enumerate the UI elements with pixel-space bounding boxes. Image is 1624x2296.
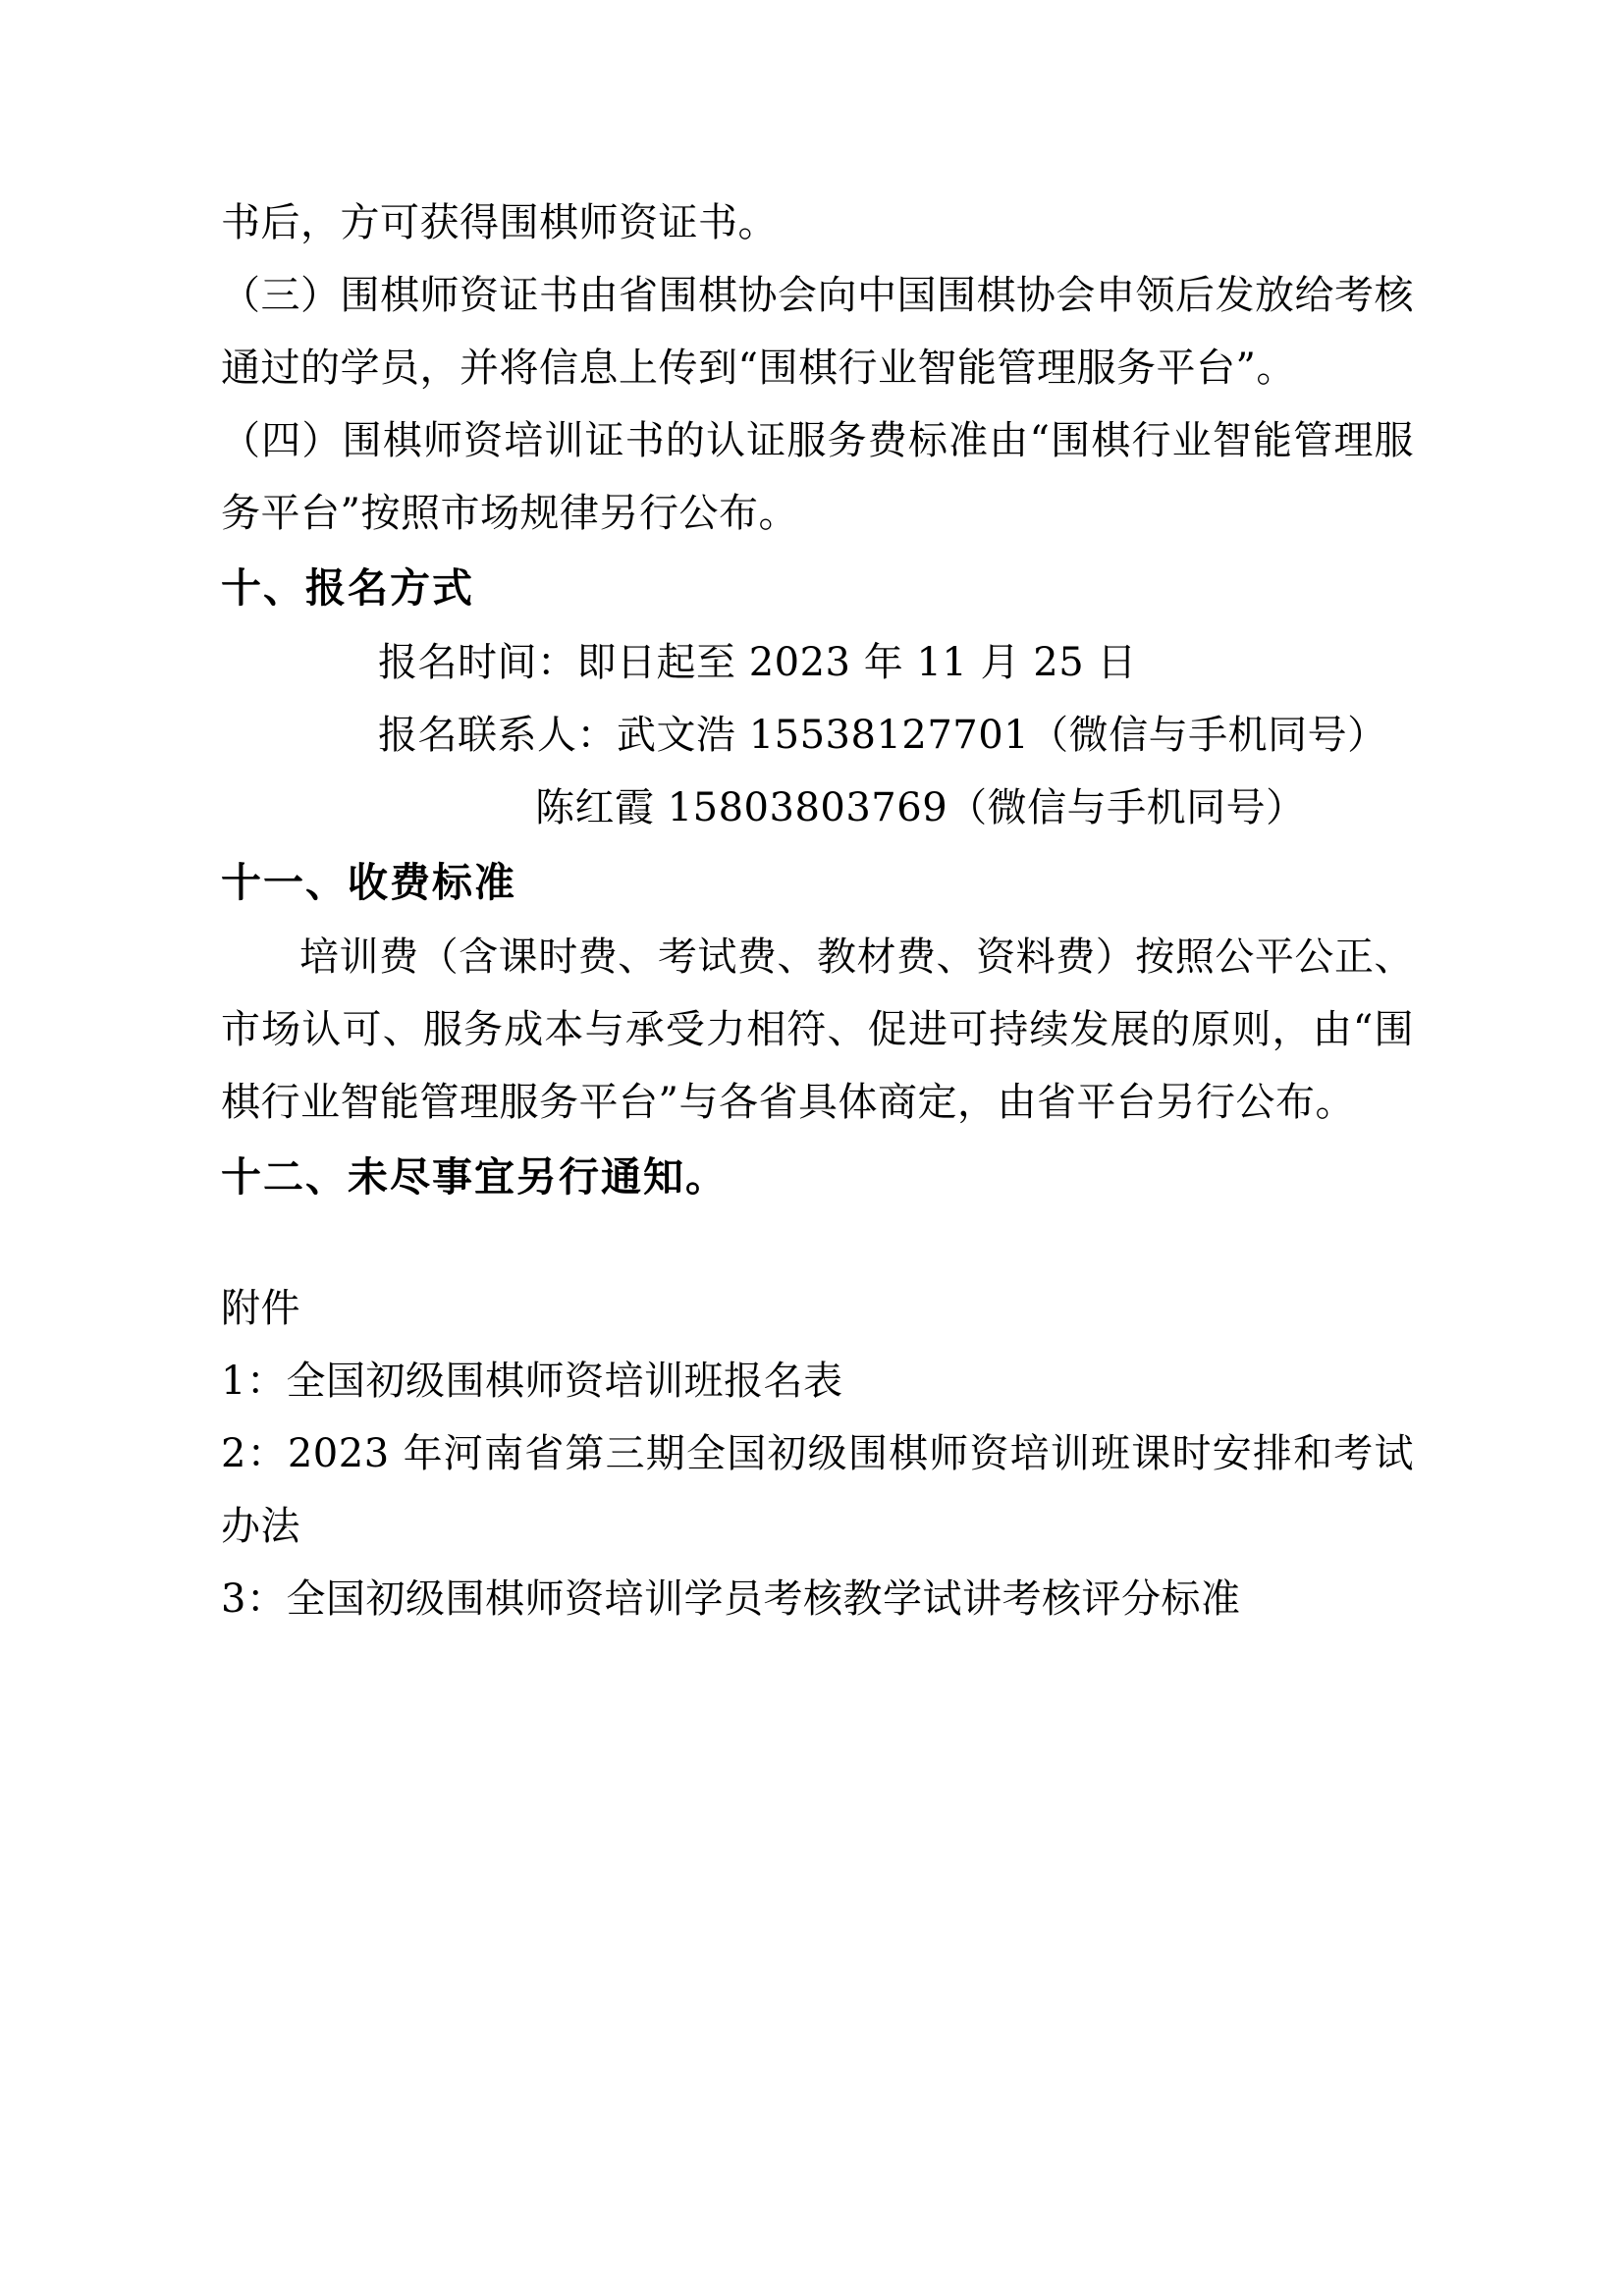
heading-section-eleven: 十一、收费标准 [221,859,516,906]
attachment-item-2: 2：2023 年河南省第三期全国初级围棋师资培训班课时安排和考试办法 [221,1431,1414,1549]
heading-section-twelve: 十二、未尽事宜另行通知。 [221,1153,728,1201]
paragraph-cert-after: 书后，方可获得围棋师资证书。 [221,200,778,245]
paragraph-item-three: （三）围棋师资证书由省围棋协会向中国围棋协会申领后发放给考核通过的学员，并将信息上传到“围棋行业智能管理服务平台”。 [221,273,1414,391]
paragraph-fee-standard: 培训费（含课时费、考试费、教材费、资料费）按照公平公正、市场认可、服务成本与承受力相符、促进可持续发展的原则，由“围棋行业智能管理服务平台”与各省具体商定，由省平台另行公布。 [221,934,1414,1125]
signup-contact-line-1: 报名联系人：武文浩 15538127701（微信与手机同号） [378,713,1387,758]
attachment-item-1: 1：全国初级围棋师资培训班报名表 [221,1359,843,1404]
attachments-label: 附件 [221,1286,300,1331]
paragraph-item-four: （四）围棋师资培训证书的认证服务费标准由“围棋行业智能管理服务平台”按照市场规律另行公布。 [221,418,1414,536]
attachments-block [221,1272,1414,1635]
section-spacer [221,1215,1414,1272]
heading-section-ten: 十、报名方式 [221,564,474,612]
document-body [221,187,1414,1635]
signup-time-line: 报名时间：即日起至 2023 年 11 月 25 日 [378,640,1137,685]
attachment-item-3: 3：全国初级围棋师资培训学员考核教学试讲考核评分标准 [221,1576,1241,1622]
signup-contact-line-2: 陈红霞 15803803769（微信与手机同号） [535,785,1306,830]
